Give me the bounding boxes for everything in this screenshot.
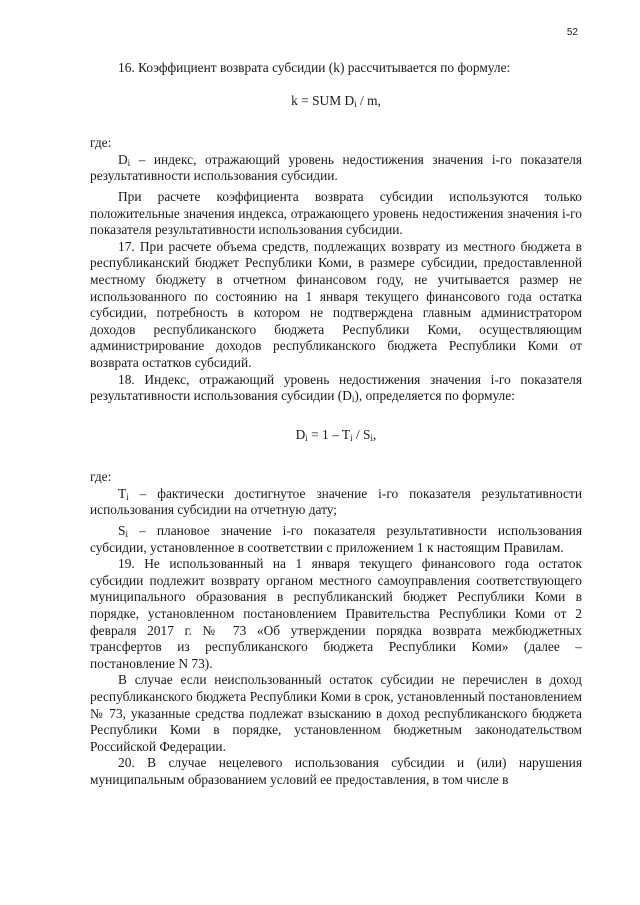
paragraph-17: 17. При расчете объема средств, подлежащих возврату из местного бюджета в республиканский бюджет Республики Коми, в размере субсидии, предоставленной местному бюджету в отчетном финансовом году, не учитывается размер не использованного по состоянию на 1 января текущего финансового года остатка субсидии, потребность в котором не подтверждена главным администратором доходов республиканского бюджета Республики Коми, осуществляющим администрирование доходов республиканского бюджета Республики Коми от возврата остатков субсидий. <box>90 238 582 370</box>
formula-k <box>90 93 582 110</box>
paragraph-positive-values: При расчете коэффициента возврата субсидии используются только положительные значения индекса, отражающего уровень недостижения значения i-го показателя результативности использования субсидии. <box>90 188 582 238</box>
paragraph-20: 20. В случае нецелевого использования субсидии и (или) нарушения муниципальным образованием условий ее предоставления, в том числе в <box>90 755 582 787</box>
formula-d-letter: D <box>295 426 306 442</box>
where-label-1: где: <box>90 135 112 151</box>
document-body <box>90 60 582 789</box>
s-text: – плановое значение i-го показателя результативности использования субсидии, установленное в соответствии с приложением 1 к настоящим Правилам. <box>90 523 582 555</box>
d-sub: i <box>127 157 131 168</box>
formula-d-mid: = 1 – T <box>307 426 351 442</box>
formula-k-lhs: k = SUM D <box>291 92 355 108</box>
paragraph-19-continued: В случае если неиспользованный остаток субсидии не перечислен в доход республиканского бюджета Республики Коми в срок, установленный постановлением № 73, указанные средства подлежат взысканию в доход республиканского бюджета Республики Коми в порядке, установленном бюджетным законодательством Российской Федерации. <box>90 672 582 754</box>
definition-s <box>90 523 582 556</box>
t-sub: i <box>126 491 129 502</box>
where-label-2: где: <box>90 469 112 485</box>
formula-s-sub: i <box>370 432 373 443</box>
p18-sub: i <box>351 394 355 405</box>
t-letter: T <box>118 485 127 501</box>
s-sub: i <box>125 529 128 540</box>
d-text: – индекс, отражающий уровень недостижения значения i-го показателя результативности использования субсидии. <box>90 151 582 184</box>
formula-d-slash: / S <box>352 426 371 442</box>
formula-k-sub: i <box>354 98 357 109</box>
page-number: 52 <box>566 27 578 38</box>
formula-d-end: , <box>373 426 377 442</box>
p18-text: 18. Индекс, отражающий уровень недостижения значения i-го показателя результативности использования субсидии (D <box>90 371 582 404</box>
formula-d-sub: i <box>305 432 308 443</box>
formula-k-rhs: / m, <box>356 92 381 108</box>
paragraph-19: 19. Не использованный на 1 января текущего финансового года остаток субсидии подлежит возврату органом местного самоуправления соответствующего муниципального образования в республиканский бюджет Республики Коми в порядке, установленном постановлением Правительства Республики Коми от 2 февраля 2017 г. № 73 «Об утверждении порядка возврата межбюджетных трансфертов из республиканского бюджета Республики Коми» (далее – постановление N 73). <box>90 556 582 671</box>
p18-after: ), определяется по формуле: <box>354 388 515 404</box>
definition-t <box>90 486 582 519</box>
definition-d <box>90 152 582 185</box>
paragraph-16: 16. Коэффициент возврата субсидии (k) рассчитывается по формуле: <box>118 60 511 75</box>
s-letter: S <box>118 523 126 539</box>
d-letter: D <box>118 151 128 167</box>
formula-t-sub: i <box>350 432 353 443</box>
paragraph-18 <box>90 372 582 405</box>
t-text: – фактически достигнутое значение i-го показателя результативности использования субсидии на отчетную дату; <box>90 485 582 518</box>
formula-d <box>90 427 582 444</box>
